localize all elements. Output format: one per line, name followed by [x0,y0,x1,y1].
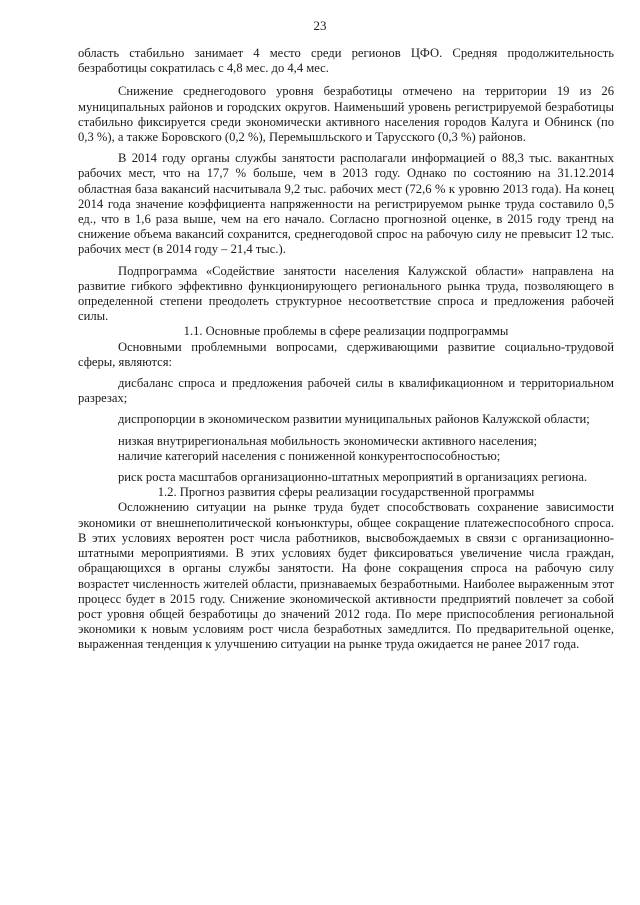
section-1-lead: Основными проблемными вопросами, сдерживающими развитие социально-трудовой сферы, являются: [78,339,614,369]
problem-item: риск роста масштабов организационно-штатных мероприятий в организациях региона. [118,470,588,485]
problem-item: наличие категорий населения с пониженной конкурентоспособностью; [118,448,501,463]
document-body [78,46,614,653]
intro-paragraph-2: Снижение среднегодового уровня безработицы отмечено на территории 19 из 26 муниципальных районов и городских округов. Наименьший уровень регистрируемой безработицы стабильно фиксируется среди экономически активного населения городов Калуга и Обнинск (по 0,3 %), а также Боровского (0,2 %), Перемышльского и Тарусского (0,3 %) районов. [78,84,614,145]
page-number: 23 [313,18,327,33]
problem-item: дисбаланс спроса и предложения рабочей силы в квалификационном и территориальном разрезах; [78,376,614,406]
intro-paragraph-4: Подпрограмма «Содействие занятости населения Калужской области» направлена на развитие гибкого эффективно функционирующего регионального рынка труда, позволяющего в определенной степени преодолеть структурное несоответствие спроса и предложения рабочей силы. [78,263,614,324]
intro-paragraph-3: В 2014 году органы службы занятости располагали информацией о 88,3 тыс. вакантных рабочих мест, что на 17,7 % больше, чем в 2013 году. Однако по состоянию на 31.12.2014 областная база вакансий насчитывала 9,2 тыс. рабочих мест (72,6 % к уровню 2013 года). На конец 2014 года значение коэффициента напряженности на регистрируемом рынке труда составило 0,5 ед., что в 1,6 раза выше, чем на его начало. Согласно прогнозной оценке, в 2015 году тренд на снижение объема вакансий сохранится, среднегодовой спрос на рабочую силу не превысит 12 тыс. рабочих мест (в 2014 году – 21,4 тыс.). [78,151,614,257]
section-1-heading: 1.1. Основные проблемы в сфере реализации подпрограммы [183,324,509,339]
section-2-body: Осложнению ситуации на рынке труда будет способствовать сохранение зависимости экономики от внешнеполитической конъюнктуры, общее сокращение платежеспособного спроса. В этих условиях вероятен рост числа работников, высвобождаемых в связи с организационно-штатными мероприятиями. В этих условиях будет фиксироваться увеличение числа граждан, обращающихся в органы службы занятости. На фоне сокращения спроса на рабочую силу возрастет численность жителей области, признаваемых безработными. Наиболее выраженным этот процесс будет в 2015 году. Снижение экономической активности предприятий повлечет за собой рост уровня общей безработицы до значений 2012 года. По мере приспособления региональной экономики к новым условиям рост числа безработных замедлится. По предварительной оценке, выраженная тенденция к улучшению ситуации на рынке труда ожидается не ранее 2017 года. [78,500,614,652]
intro-paragraph-1: область стабильно занимает 4 место среди регионов ЦФО. Средняя продолжительность безработицы сократилась с 4,8 мес. до 4,4 мес. [78,46,614,76]
section-2-heading: 1.2. Прогноз развития сферы реализации государственной программы [157,485,535,500]
problem-item: диспропорции в экономическом развитии муниципальных районов Калужской области; [118,412,590,427]
problem-item: низкая внутрирегиональная мобильность экономически активного населения; [118,433,538,448]
